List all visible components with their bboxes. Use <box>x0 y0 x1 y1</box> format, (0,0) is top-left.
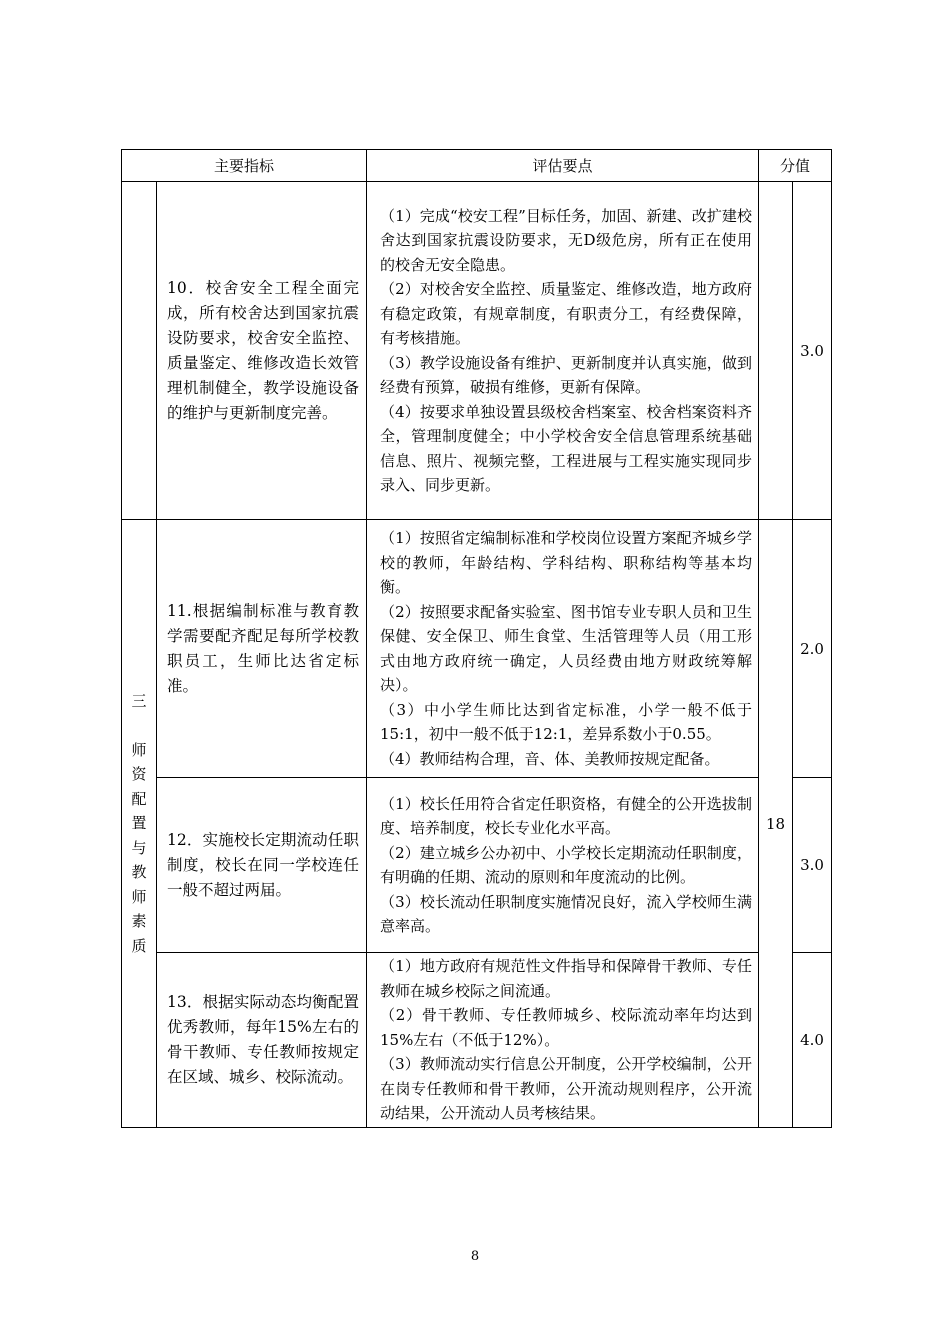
table-row <box>122 953 832 1128</box>
score-cell: 3.0 <box>793 778 832 953</box>
category-char: 三 <box>131 691 147 710</box>
category-char: 师 <box>131 740 147 759</box>
header-score: 分值 <box>759 150 832 182</box>
indicator-cell: 12．实施校长定期流动任职制度，校长在同一学校连任一般不超过两届。 <box>157 778 367 953</box>
category-char: 师 <box>131 887 147 906</box>
assessment-point: （3）教学设施设备有维护、更新制度并认真实施，做到经费有预算，破损有维修，更新有保障。 <box>380 353 753 396</box>
points-cell <box>367 520 759 778</box>
category-char: 教 <box>131 863 147 882</box>
assessment-point: （1）按照省定编制标准和学校岗位设置方案配齐城乡学校的教师，年龄结构、学科结构、职称结构等基本均衡。 <box>380 529 753 596</box>
table-header-row <box>122 150 832 182</box>
assessment-point: （4）按要求单独设置县级校舍档案室、校舍档案资料齐全，管理制度健全；中小学校舍安全信息管理系统基础信息、照片、视频完整，工程进展与工程实施实现同步录入、同步更新。 <box>380 402 753 494</box>
category-char: 与 <box>131 838 147 857</box>
assessment-point: （2）建立城乡公办初中、小学校长定期流动任职制度，有明确的任期、流动的原则和年度流动的比例。 <box>380 843 753 886</box>
indicator-cell: 11.根据编制标准与教育教学需要配齐配足每所学校教职员工，生师比达省定标准。 <box>157 520 367 778</box>
score-cell: 3.0 <box>793 182 832 520</box>
assessment-point: （3）校长流动任职制度实施情况良好，流入学校师生满意率高。 <box>380 892 753 935</box>
page-number: 8 <box>470 1249 480 1264</box>
total-cell-empty <box>759 182 793 520</box>
category-cell <box>122 520 157 1128</box>
indicator-cell: 10．校舍安全工程全面完成，所有校舍达到国家抗震设防要求，校舍安全监控、质量鉴定、维修改造长效管理机制健全，教学设施设备的维护与更新制度完善。 <box>157 182 367 520</box>
header-points: 评估要点 <box>367 150 759 182</box>
assessment-point: （1）校长任用符合省定任职资格，有健全的公开选拔制度、培养制度，校长专业化水平高。 <box>380 794 753 837</box>
points-cell <box>367 778 759 953</box>
category-char: 配 <box>131 789 147 808</box>
assessment-point: （2）对校舍安全监控、质量鉴定、维修改造，地方政府有稳定政策，有规章制度，有职责分工，有经费保障，有考核措施。 <box>380 280 753 347</box>
group-total-cell: 18 <box>759 520 793 1128</box>
assessment-point: （3）教师流动实行信息公开制度，公开学校编制，公开在岗专任教师和骨干教师，公开流动规则程序，公开流动结果，公开流动人员考核结果。 <box>380 1055 753 1123</box>
table-row <box>122 778 832 953</box>
assessment-point: （1）地方政府有规范性文件指导和保障骨干教师、专任教师在城乡校际之间流通。 <box>380 957 753 1000</box>
table-row <box>122 182 832 520</box>
category-char: 置 <box>131 814 147 833</box>
assessment-point: （2）骨干教师、专任教师城乡、校际流动率年均达到15%左右（不低于12%）。 <box>380 1006 753 1049</box>
category-char: 素 <box>131 912 147 931</box>
assessment-point: （2）按照要求配备实验室、图书馆专业专职人员和卫生保健、安全保卫、师生食堂、生活管理等人员（用工形式由地方政府统一确定，人员经费由地方财政统筹解决）。 <box>380 602 753 694</box>
points-cell <box>367 182 759 520</box>
assessment-point: （3）中小学生师比达到省定标准，小学一般不低于15:1，初中一般不低于12:1，差异系数小于0.55。 <box>380 700 753 743</box>
category-char: 质 <box>131 936 147 955</box>
assessment-point: （4）教师结构合理，音、体、美教师按规定配备。 <box>380 749 720 768</box>
score-cell: 4.0 <box>793 953 832 1128</box>
assessment-point: （1）完成“校安工程”目标任务，加固、新建、改扩建校舍达到国家抗震设防要求，无D级危房，所有正在使用的校舍无安全隐患。 <box>380 206 753 274</box>
category-char <box>122 713 156 738</box>
category-char: 资 <box>131 765 147 784</box>
table-row <box>122 520 832 778</box>
indicator-cell: 13．根据实际动态均衡配置优秀教师，每年15%左右的骨干教师、专任教师按规定在区域、城乡、校际流动。 <box>157 953 367 1128</box>
points-cell <box>367 953 759 1128</box>
category-cell-empty <box>122 182 157 520</box>
header-indicator: 主要指标 <box>122 150 367 182</box>
evaluation-table <box>121 149 832 1128</box>
score-cell: 2.0 <box>793 520 832 778</box>
